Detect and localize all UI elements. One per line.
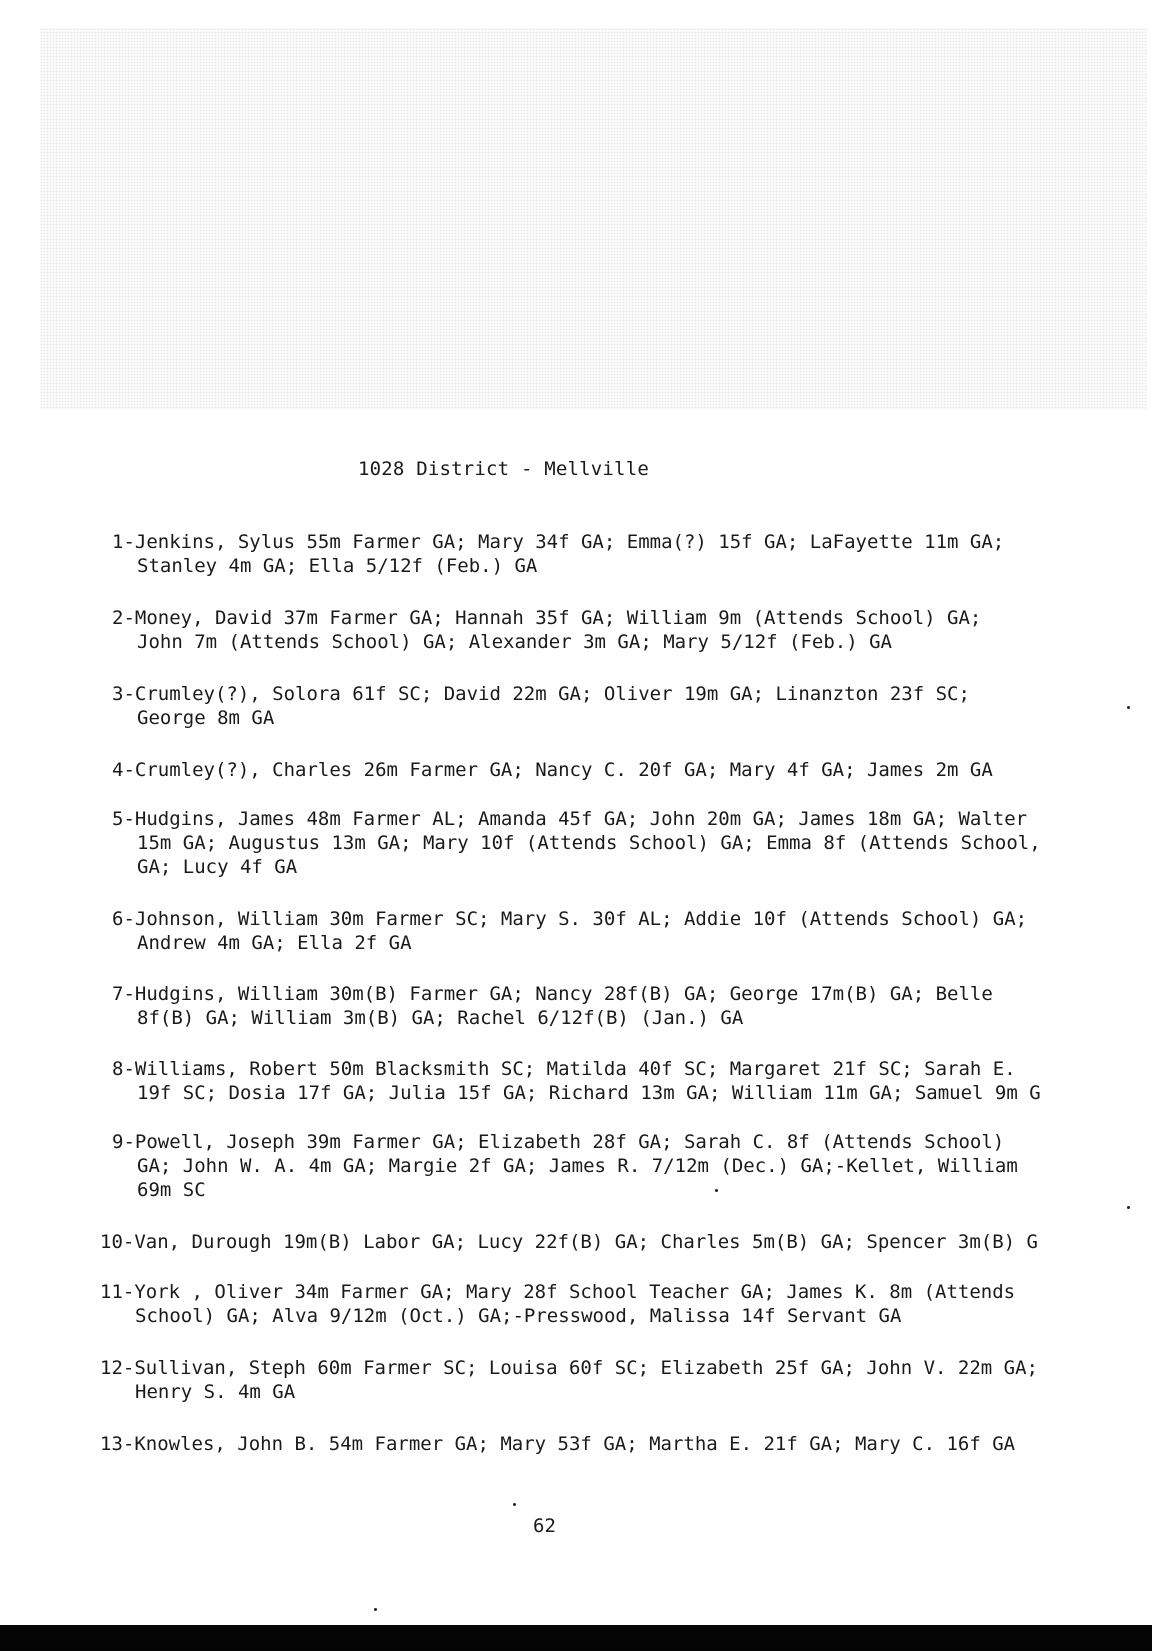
entry-line: 9-Powell, Joseph 39m Farmer GA; Elizabeth 28f GA; Sarah C. 8f (Attends School) <box>112 1131 1005 1153</box>
entry-line: 19f SC; Dosia 17f GA; Julia 15f GA; Richard 13m GA; William 11m GA; Samuel 9m G <box>137 1082 1041 1104</box>
scan-speck <box>513 1503 516 1506</box>
entry-line: 7-Hudgins, William 30m(B) Farmer GA; Nancy 28f(B) GA; George 17m(B) GA; Belle <box>112 983 993 1005</box>
entry-line: 15m GA; Augustus 13m GA; Mary 10f (Attends School) GA; Emma 8f (Attends School, <box>137 832 1041 854</box>
entry-line: 5-Hudgins, James 48m Farmer AL; Amanda 45f GA; John 20m GA; James 18m GA; Walter <box>112 808 1028 830</box>
entry-line: 2-Money, David 37m Farmer GA; Hannah 35f GA; William 9m (Attends School) GA; <box>112 607 982 629</box>
entry-line: George 8m GA <box>137 707 275 729</box>
page-title: 1028 District - Mellville <box>358 458 649 480</box>
entry-line: 4-Crumley(?), Charles 26m Farmer GA; Nancy C. 20f GA; Mary 4f GA; James 2m GA <box>112 759 993 781</box>
entry-line: School) GA; Alva 9/12m (Oct.) GA;-Presswood, Malissa 14f Servant GA <box>135 1305 902 1327</box>
entry-line: GA; Lucy 4f GA <box>137 856 298 878</box>
scan-stipple-background <box>40 28 1148 410</box>
entry-line: 13-Knowles, John B. 54m Farmer GA; Mary 53f GA; Martha E. 21f GA; Mary C. 16f GA <box>100 1433 1016 1455</box>
entry-line: 3-Crumley(?), Solora 61f SC; David 22m GA; Oliver 19m GA; Linanzton 23f SC; <box>112 683 970 705</box>
scan-speck <box>374 1608 377 1611</box>
scan-speck <box>715 1189 718 1192</box>
entry-line: John 7m (Attends School) GA; Alexander 3m GA; Mary 5/12f (Feb.) GA <box>137 631 892 653</box>
page-number: 62 <box>533 1515 556 1537</box>
entry-line: Stanley 4m GA; Ella 5/12f (Feb.) GA <box>137 555 538 577</box>
scan-speck <box>1127 706 1130 709</box>
entry-line: GA; John W. A. 4m GA; Margie 2f GA; James R. 7/12m (Dec.) GA;-Kellet, William <box>137 1155 1018 1177</box>
entry-line: 8f(B) GA; William 3m(B) GA; Rachel 6/12f(B) (Jan.) GA <box>137 1007 744 1029</box>
entry-line: Andrew 4m GA; Ella 2f GA <box>137 932 412 954</box>
scan-bottom-edge <box>0 1625 1152 1651</box>
entry-line: 6-Johnson, William 30m Farmer SC; Mary S. 30f AL; Addie 10f (Attends School) GA; <box>112 908 1028 930</box>
entry-line: 8-Williams, Robert 50m Blacksmith SC; Matilda 40f SC; Margaret 21f SC; Sarah E. <box>112 1058 1016 1080</box>
entry-line: 12-Sullivan, Steph 60m Farmer SC; Louisa 60f SC; Elizabeth 25f GA; John V. 22m GA; <box>100 1357 1038 1379</box>
entry-line: Henry S. 4m GA <box>135 1381 296 1403</box>
scan-speck <box>1127 1206 1130 1209</box>
entry-line: 10-Van, Durough 19m(B) Labor GA; Lucy 22f(B) GA; Charles 5m(B) GA; Spencer 3m(B) G <box>100 1231 1038 1253</box>
entry-line: 69m SC <box>137 1179 206 1201</box>
entry-line: 11-York , Oliver 34m Farmer GA; Mary 28f School Teacher GA; James K. 8m (Attends <box>100 1281 1016 1303</box>
entry-line: 1-Jenkins, Sylus 55m Farmer GA; Mary 34f GA; Emma(?) 15f GA; LaFayette 11m GA; <box>112 531 1005 553</box>
